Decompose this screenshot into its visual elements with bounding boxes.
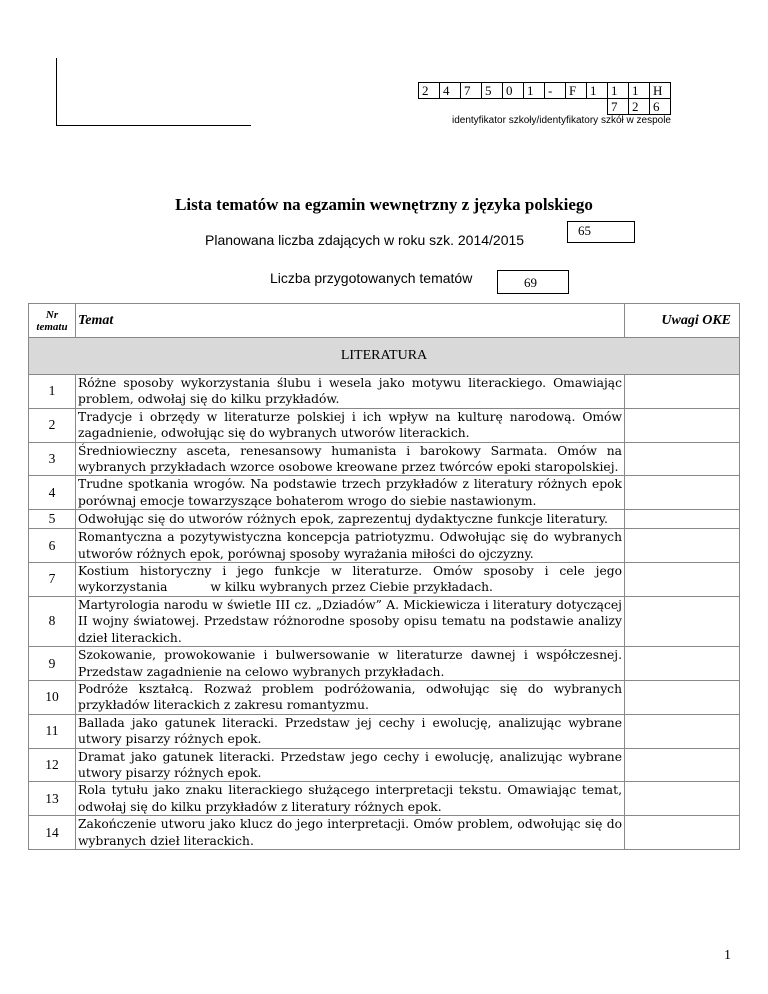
id-digit: 7 xyxy=(461,83,482,99)
planned-count-label: Planowana liczba zdających w roku szk. 2014/2015 xyxy=(205,232,525,248)
document-title: Lista tematów na egzamin wewnętrzny z języka polskiego xyxy=(175,195,593,214)
id-digit: 1 xyxy=(608,83,629,99)
topic-text: Martyrologia narodu w świetle III cz. „Dziadów” A. Mickiewicza i literatury dotyczącej II wojny światowej. Przedstaw różnorodne sposoby opisu tematu na podstawie analizy dzieł literackich. xyxy=(76,596,625,646)
topic-text: Odwołując się do utworów różnych epok, zaprezentuj dydaktyczne funkcje literatury. xyxy=(76,510,625,529)
table-row xyxy=(29,442,740,476)
oke-remarks-cell xyxy=(625,529,740,563)
table-row xyxy=(29,510,740,529)
oke-remarks-cell xyxy=(625,782,740,816)
topic-number: 5 xyxy=(29,510,76,529)
column-header-temat: Temat xyxy=(76,304,625,338)
table-row xyxy=(29,714,740,748)
topic-number: 14 xyxy=(29,816,76,850)
topic-text: Zakończenie utworu jako klucz do jego interpretacji. Omów problem, odwołując się do wybranych dzieł literackich. xyxy=(76,816,625,850)
school-identifier-grid xyxy=(418,82,671,115)
identifier-caption: identyfikator szkoły/identyfikatory szkół w zespole xyxy=(452,115,671,126)
id-digit: 1 xyxy=(629,83,650,99)
topic-text: Ballada jako gatunek literacki. Przedstaw jej cechy i ewolucję, analizując wybrane utwory pisarzy różnych epok. xyxy=(76,714,625,748)
id-digit: 1 xyxy=(524,83,545,99)
oke-remarks-cell xyxy=(625,714,740,748)
table-row xyxy=(29,596,740,646)
topic-number: 10 xyxy=(29,680,76,714)
id-digit: 4 xyxy=(440,83,461,99)
prepared-topics-label: Liczba przygotowanych tematów xyxy=(270,270,473,286)
column-header-nr: Nr tematu xyxy=(29,304,76,338)
oke-remarks-cell xyxy=(625,816,740,850)
section-heading: LITERATURA xyxy=(29,338,740,375)
topic-number: 7 xyxy=(29,563,76,597)
table-row xyxy=(29,782,740,816)
oke-remarks-cell xyxy=(625,442,740,476)
table-row xyxy=(29,529,740,563)
topics-table xyxy=(28,303,740,850)
oke-remarks-cell xyxy=(625,563,740,597)
id-digit: 6 xyxy=(650,99,671,115)
topic-number: 6 xyxy=(29,529,76,563)
topic-text: Różne sposoby wykorzystania ślubu i wesela jako motywu literackiego. Omawiając problem, odwołaj się do kilku przykładów. xyxy=(76,375,625,409)
topic-number: 4 xyxy=(29,476,76,510)
planned-count-value: 65 xyxy=(567,221,635,243)
column-header-uwagi: Uwagi OKE xyxy=(625,304,740,338)
id-digit: 2 xyxy=(629,99,650,115)
topic-number: 8 xyxy=(29,596,76,646)
table-row xyxy=(29,680,740,714)
id-digit: H xyxy=(650,83,671,99)
topic-number: 13 xyxy=(29,782,76,816)
id-digit: - xyxy=(545,83,566,99)
table-row xyxy=(29,408,740,442)
topic-number: 9 xyxy=(29,647,76,681)
id-digit: 7 xyxy=(608,99,629,115)
oke-remarks-cell xyxy=(625,510,740,529)
oke-remarks-cell xyxy=(625,375,740,409)
oke-remarks-cell xyxy=(625,408,740,442)
topic-number: 12 xyxy=(29,748,76,782)
table-row xyxy=(29,563,740,597)
id-digit: 0 xyxy=(503,83,524,99)
topic-text: Romantyczna a pozytywistyczna koncepcja patriotyzmu. Odwołując się do wybranych utworów różnych epok, porównaj sposoby wyrażania miłości do ojczyzny. xyxy=(76,529,625,563)
table-row xyxy=(29,647,740,681)
topic-text: Podróże kształcą. Rozważ problem podróżowania, odwołując się do wybranych przykładów literackich z zakresu romantyzmu. xyxy=(76,680,625,714)
oke-remarks-cell xyxy=(625,596,740,646)
topic-text: Kostium historyczny i jego funkcje w literaturze. Omów sposoby i cele jego wykorzystania w kilku wybranych przez Ciebie przykładach. xyxy=(76,563,625,597)
topic-text: Szokowanie, prowokowanie i bulwersowanie w literaturze dawnej i współczesnej. Przedstaw zagadnienie na celowo wybranych przykładach. xyxy=(76,647,625,681)
id-digit: F xyxy=(566,83,587,99)
table-row xyxy=(29,748,740,782)
table-row xyxy=(29,816,740,850)
id-digit: 1 xyxy=(587,83,608,99)
corner-mark-vertical xyxy=(56,58,57,126)
topic-text: Tradycje i obrzędy w literaturze polskiej i ich wpływ na kulturę narodową. Omów zagadnienie, odwołując się do wybranych utworów literackich. xyxy=(76,408,625,442)
topic-text: Średniowieczny asceta, renesansowy humanista i barokowy Sarmata. Omów na wybranych przykładach wzorce osobowe kreowane przez twórców epoki staropolskiej. xyxy=(76,442,625,476)
oke-remarks-cell xyxy=(625,647,740,681)
oke-remarks-cell xyxy=(625,748,740,782)
oke-remarks-cell xyxy=(625,680,740,714)
topic-number: 11 xyxy=(29,714,76,748)
table-row xyxy=(29,375,740,409)
page-number: 1 xyxy=(724,948,731,963)
topic-number: 1 xyxy=(29,375,76,409)
topic-number: 2 xyxy=(29,408,76,442)
oke-remarks-cell xyxy=(625,476,740,510)
topic-text: Trudne spotkania wrogów. Na podstawie trzech przykładów z literatury różnych epok porównaj emocje towarzyszące bohaterom wrogo do siebie nastawionym. xyxy=(76,476,625,510)
id-digit: 2 xyxy=(419,83,440,99)
topic-number: 3 xyxy=(29,442,76,476)
topic-text: Rola tytułu jako znaku literackiego służącego interpretacji tekstu. Omawiając temat, odwołaj się do kilku przykładów z literatury różnych epok. xyxy=(76,782,625,816)
prepared-topics-value: 69 xyxy=(497,270,569,294)
table-row xyxy=(29,476,740,510)
id-digit: 5 xyxy=(482,83,503,99)
corner-mark-horizontal xyxy=(56,125,251,126)
topic-text: Dramat jako gatunek literacki. Przedstaw jego cechy i ewolucję, analizując wybrane utwory pisarzy różnych epok. xyxy=(76,748,625,782)
